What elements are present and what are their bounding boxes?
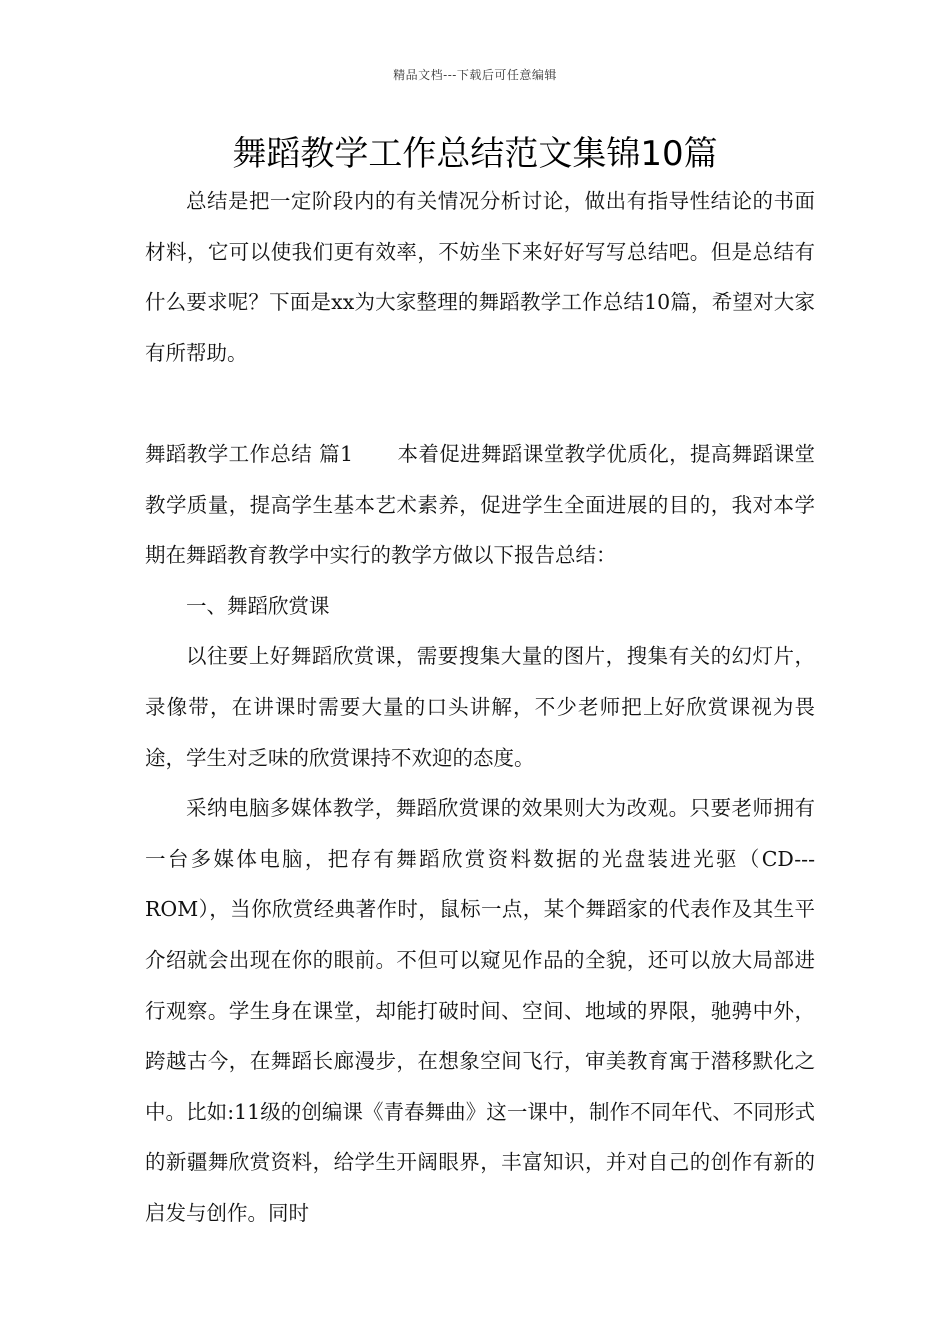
heading-1: 一、舞蹈欣赏课 (186, 593, 330, 618)
header-note: 精品文档---下载后可任意编辑 (393, 68, 557, 82)
section-1-paragraph (145, 429, 815, 581)
section-1-label: 舞蹈教学工作总结 篇1 (145, 441, 354, 466)
document-title: 舞蹈教学工作总结范文集锦10篇 (232, 134, 718, 174)
paragraph-2: 采纳电脑多媒体教学，舞蹈欣赏课的效果则大为改观。只要老师拥有一台多媒体电脑，把存有舞蹈欣赏资料数据的光盘装进光驱（CD---ROM），当你欣赏经典著作时，鼠标一点，某个舞蹈家的代表作及其生平介绍就会出现在你的眼前。不但可以窥见作品的全貌，还可以放大局部进行观察。学生身在课堂，却能打破时间、空间、地域的界限，驰骋中外，跨越古今，在舞蹈长廊漫步，在想象空间飞行，审美教育寓于潜移默化之中。比如:11级的创编课《青春舞曲》这一课中，制作不同年代、不同形式的新疆舞欣赏资料，给学生开阔眼界，丰富知识，并对自己的创作有新的启发与创作。同时 (145, 796, 815, 1225)
paragraph-gap (145, 378, 815, 429)
paragraph-1: 以往要上好舞蹈欣赏课，需要搜集大量的图片，搜集有关的幻灯片，录像带，在讲课时需要大量的口头讲解，不少老师把上好欣赏课视为畏途，学生对乏味的欣赏课持不欢迎的态度。 (145, 644, 815, 770)
intro-paragraph: 总结是把一定阶段内的有关情况分析讨论，做出有指导性结论的书面材料，它可以使我们更有效率，不妨坐下来好好写写总结吧。但是总结有什么要求呢？下面是xx为大家整理的舞蹈教学工作总结10篇，希望对大家有所帮助。 (145, 189, 815, 365)
section-1-text: 本着促进舞蹈课堂教学优质化，提高舞蹈课堂教学质量，提高学生基本艺术素养，促进学生全面进展的目的，我对本学期在舞蹈教育教学中实行的教学方做以下报告总结： (145, 441, 816, 568)
document-body (145, 176, 815, 1238)
